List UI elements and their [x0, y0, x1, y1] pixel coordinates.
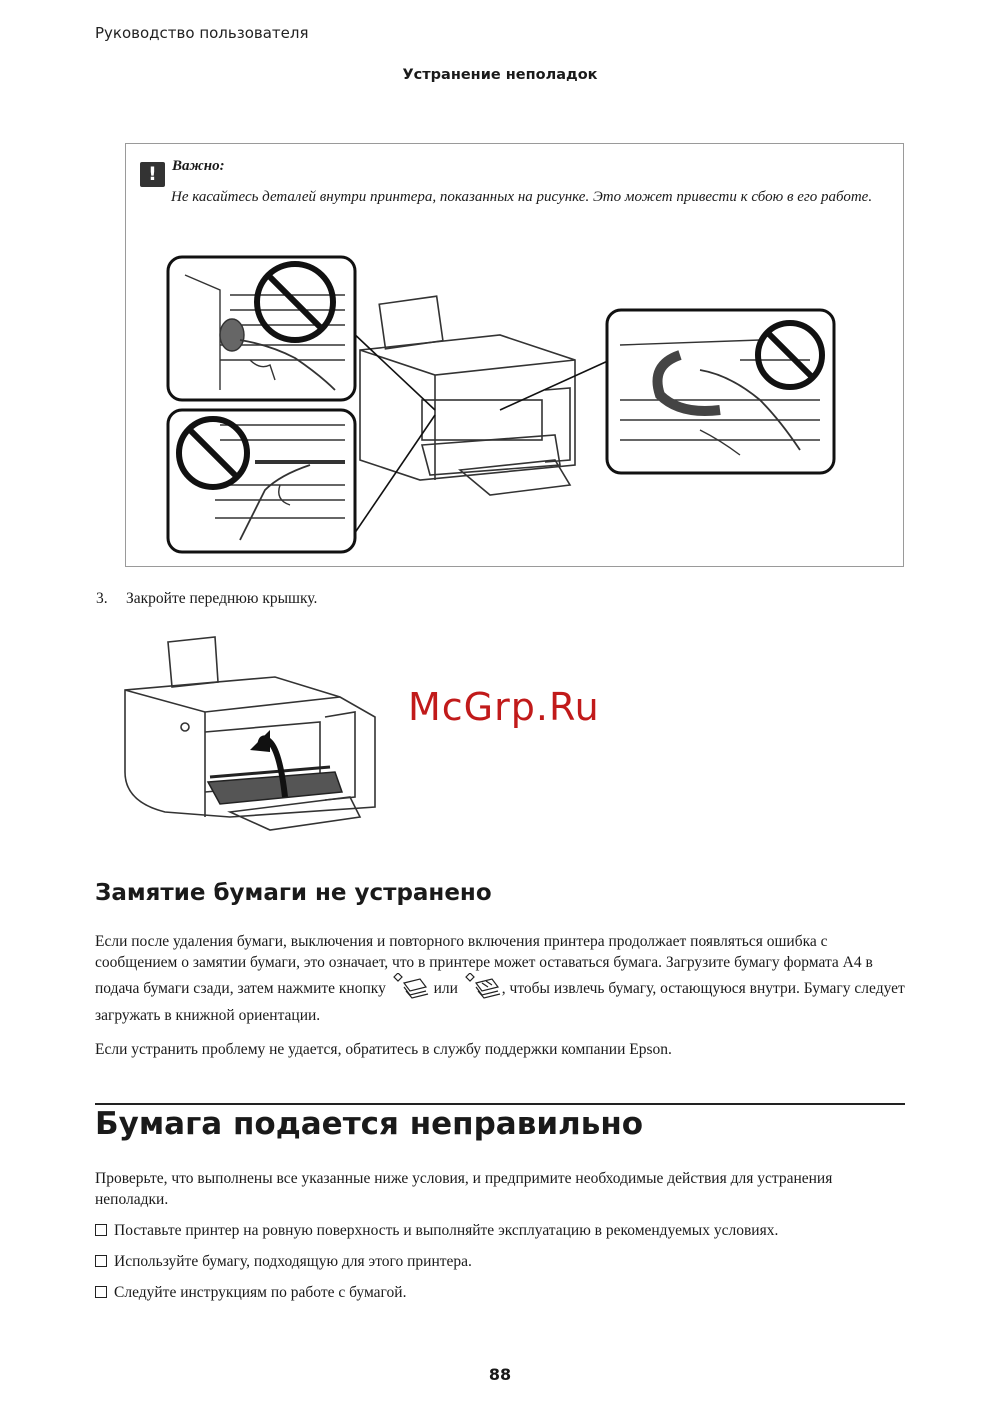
close-front-cover-illustration: [120, 632, 385, 837]
step-number: 3.: [96, 590, 108, 607]
checkbox-square-icon: [95, 1224, 107, 1236]
running-header: Руководство пользователя: [95, 24, 309, 42]
do-not-touch-illustration: [160, 250, 840, 560]
watermark: McGrp.Ru: [408, 685, 600, 729]
section-title-jam: Замятие бумаги не устранено: [95, 880, 492, 906]
jam-text-part1: Если после удаления бумаги, выключения и повторного включения принтера продолжает появляться ошибка с сообщением о замятии бумаги, это означает, что в принтере может оставаться бумага. Загрузите бумагу формата А4 в подача бумаги сзади, затем нажмите кнопку: [95, 933, 873, 997]
jam-paragraph-2: Если устранить проблему не удается, обратитесь в службу поддержки компании Epson.: [95, 1041, 672, 1058]
checklist-item: Используйте бумагу, подходящую для этого принтера.: [95, 1251, 472, 1272]
section-header: Устранение неполадок: [402, 67, 598, 83]
step-3: [96, 590, 317, 608]
checkbox-square-icon: [95, 1255, 107, 1267]
section-divider: [95, 1103, 905, 1105]
jam-paragraph-1: [95, 931, 905, 1026]
jam-text-or: или: [433, 980, 458, 997]
step-text: Закройте переднюю крышку.: [126, 590, 318, 607]
important-title: Важно:: [172, 158, 225, 174]
jam-text-part2: , чтобы извлечь бумагу, остающуюся внутри. Бумагу следует загружать в книжной ориентации.: [95, 980, 905, 1024]
section-title-feed: Бумага подается неправильно: [95, 1106, 644, 1142]
checklist-item: Поставьте принтер на ровную поверхность и выполняйте эксплуатацию в рекомендуемых условиях.: [95, 1220, 778, 1241]
checklist-item: Следуйте инструкциям по работе с бумагой.: [95, 1282, 406, 1303]
paper-feed-color-start-icon: [462, 973, 502, 1005]
paper-feed-start-icon: [390, 973, 430, 1005]
important-text: Не касайтесь деталей внутри принтера, показанных на рисунке. Это может привести к сбою в его работе.: [171, 189, 873, 205]
page-number: 88: [488, 1365, 512, 1384]
checkbox-square-icon: [95, 1286, 107, 1298]
feed-intro: Проверьте, что выполнены все указанные ниже условия, и предпримите необходимые действия для устранения неполадки.: [95, 1170, 833, 1208]
exclamation-icon: !: [140, 162, 165, 187]
